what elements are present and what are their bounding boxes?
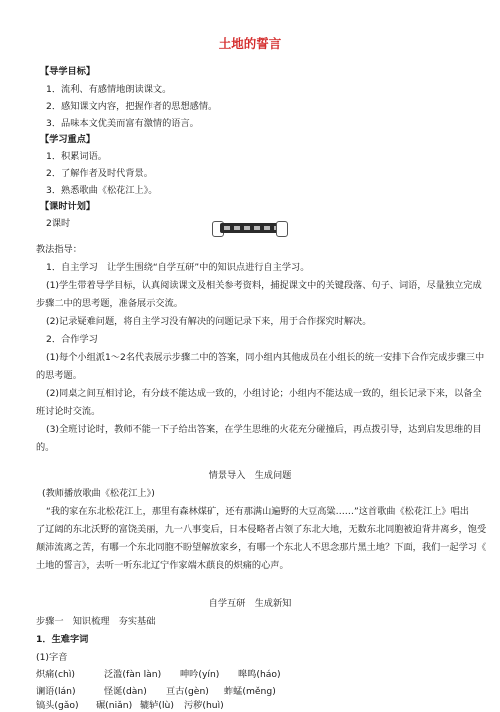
intro-line: “我的家在东北松花江上，那里有森林煤矿，还有那满山遍野的大豆高粱……”这首歌曲《松花江上》唱出 — [46, 506, 469, 517]
key-item: 3．熟悉歌曲《松花江上》。 — [46, 185, 158, 196]
method-line: 步骤二中的思考题，准备展示交流。 — [36, 298, 183, 309]
page-title: 土地的誓言 — [218, 36, 282, 51]
goals-header: 【导学目标】 — [40, 66, 96, 77]
method-line: 1．自主学习 让学生围绕“自学互研”中的知识点进行自主学习。 — [46, 262, 310, 273]
method-line: (2)同桌之间互相讨论，有分歧不能达成一致的，小组讨论；小组内不能达成一致的，组长记录下来，以备全 — [46, 388, 482, 399]
word-entry: 谰语(lán) — [36, 686, 76, 697]
intro-line: 土地的誓言》，去听一听东北辽宁作家端木蕻良的炽痛的心声。 — [36, 560, 289, 571]
method-line: 的。 — [36, 442, 55, 453]
key-header: 【学习重点】 — [40, 134, 96, 145]
goal-item: 3．品味本文优美而富有激情的语言。 — [46, 118, 199, 129]
plan-header: 【课时计划】 — [40, 201, 96, 212]
word-entry: 碾(niǎn) — [96, 700, 133, 711]
method-heading: 教法指导： — [36, 244, 82, 255]
method-line: (1)学生带着导学目标，认真阅读课文及相关参考资料，捕捉课文中的关键段落、句子、词语，尽量独立完成 — [46, 280, 482, 291]
word-entry: 嗥鸣(háo) — [238, 669, 281, 680]
study-step: 步骤一 知识梳理 夯实基础 — [36, 616, 156, 627]
method-line: (1)每个小组派1～2名代表展示步骤二中的答案，同小组内其他成员在小组长的统一安排下合作完成步骤三中 — [46, 352, 485, 363]
key-item: 2．了解作者及时代背景。 — [46, 168, 153, 179]
word-entry: 亘古(gèn) — [166, 686, 209, 697]
plan-text: 2课时 — [46, 218, 71, 229]
goal-item: 1．流利、有感情地朗读课文。 — [46, 84, 172, 95]
study-heading: 自学互研 生成新知 — [208, 598, 292, 609]
intro-heading: 情景导入 生成问题 — [208, 470, 292, 481]
intro-sub: (教师播放歌曲《松花江上》) — [42, 488, 155, 499]
word-entry: 呻吟(yín) — [180, 669, 220, 680]
study-sub: (1)字音 — [36, 652, 68, 663]
word-entry: 辘轳(lù) — [140, 700, 174, 711]
intro-line: 了辽阔的东北沃野的富饶美丽，九一八事变后，日本侵略者占领了东北大地，无数东北同胞被迫背井离乡，饱受 — [36, 524, 487, 535]
word-entry: 炽痛(chì) — [36, 669, 75, 680]
method-line: 2．合作学习 — [46, 334, 98, 345]
word-entry: 怪诞(dàn) — [104, 686, 147, 697]
key-item: 1．积累词语。 — [46, 151, 107, 162]
word-entry: 泛滥(fàn làn) — [104, 669, 162, 680]
method-line: (2)记录疑难问题，将自主学习没有解决的问题记录下来，用于合作探究时解决。 — [46, 316, 372, 327]
method-line: (3)全班讨论时，教师不能一下子给出答案，在学生思维的火花充分碰撞后，再点拨引导，达到启发思维的目 — [46, 424, 482, 435]
ornamental-banner-icon — [212, 221, 288, 235]
word-entry: 污秽(huì) — [184, 700, 224, 711]
method-line: 的思考题。 — [36, 370, 82, 381]
word-entry: 蚱蜢(měng) — [224, 686, 276, 697]
study-item: 1．生难字词 — [36, 634, 89, 645]
method-line: 班讨论时交流。 — [36, 406, 101, 417]
word-entry: 镐头(gǎo) — [36, 700, 79, 711]
intro-line: 颠沛流离之苦，有哪一个东北同胞不盼望解放家乡，有哪一个东北人不思念那片黑土地？下面，我们一起学习《 — [36, 542, 487, 553]
goal-item: 2．感知课文内容，把握作者的思想感情。 — [46, 101, 218, 112]
